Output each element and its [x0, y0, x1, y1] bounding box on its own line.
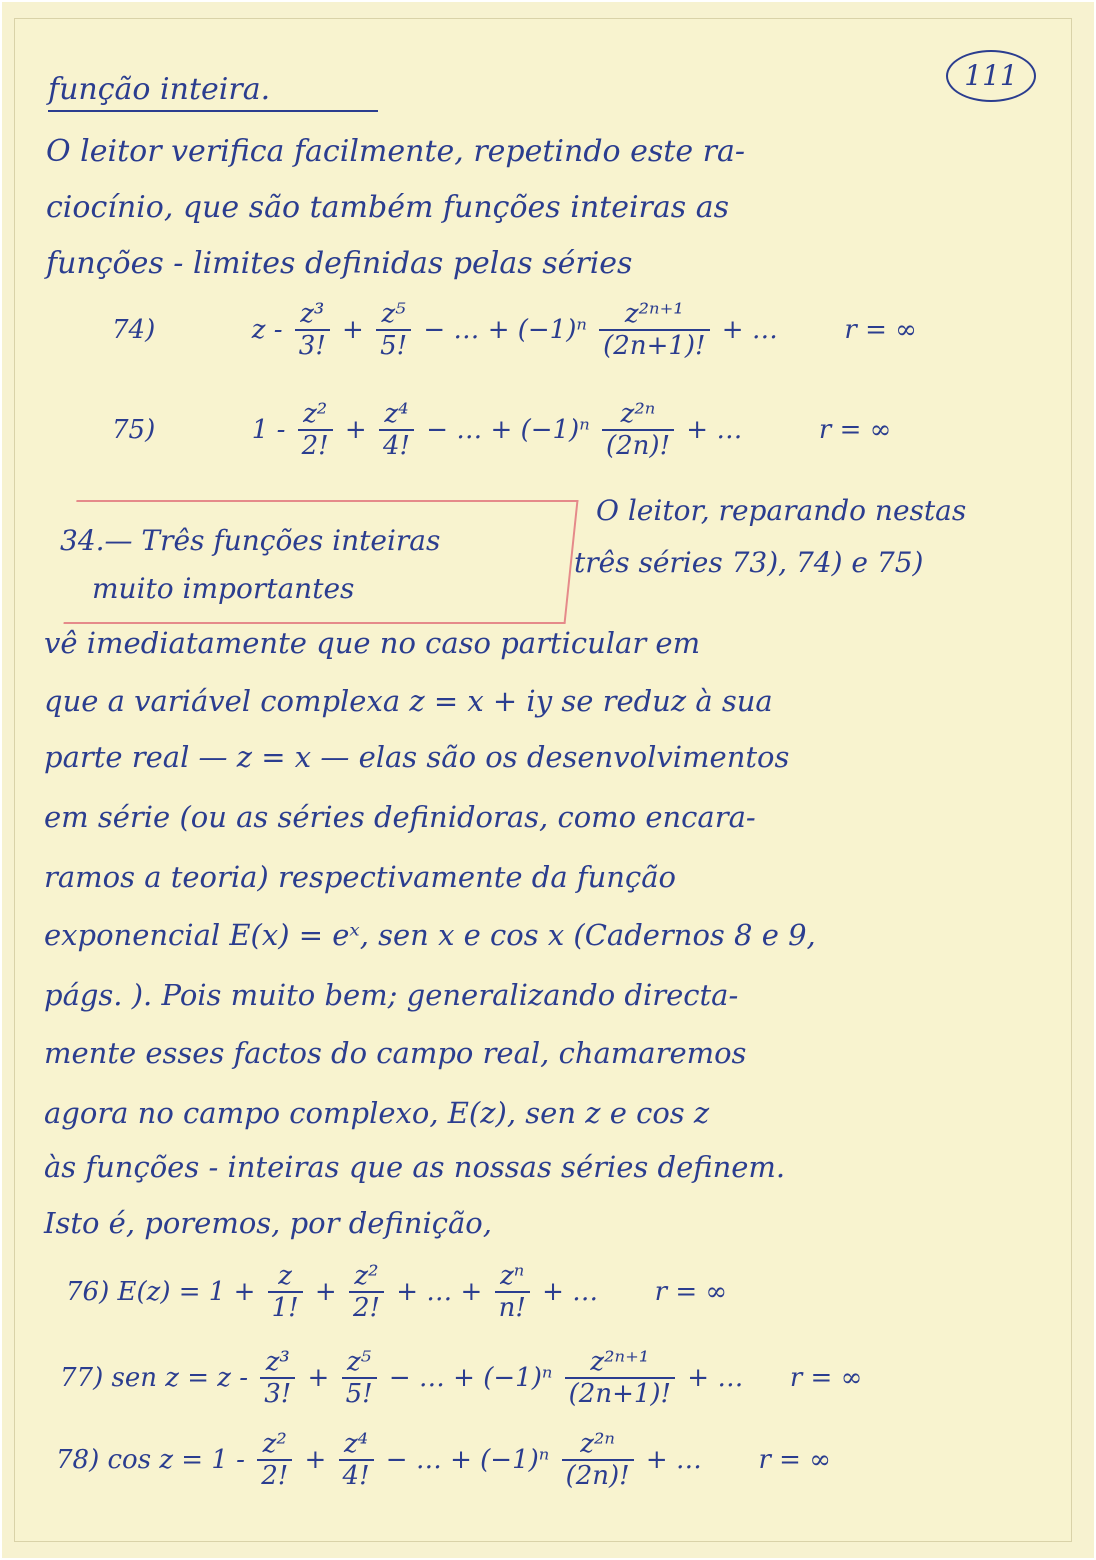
formula-term: + … +: [396, 1276, 483, 1307]
section-heading-line-1: — Três funções inteiras: [104, 524, 441, 557]
section-heading-box: [63, 500, 578, 624]
body-line-7: págs. ). Pois muito bem; generalizando directa-: [44, 978, 739, 1012]
formula-number: 75): [112, 414, 156, 445]
title-underline: [48, 110, 378, 112]
formula-term: + …: [542, 1276, 599, 1307]
formula-term: + …: [686, 414, 743, 445]
body-line-8: mente esses factos do campo real, chamaremos: [44, 1036, 747, 1070]
fraction: $\frac{\text{z²}}{2!}$: [298, 400, 333, 462]
convergence-radius: r = ∞: [844, 314, 917, 345]
convergence-radius: r = ∞: [818, 414, 892, 445]
body-line-3: parte real — z = x — elas são os desenvolvimentos: [44, 740, 790, 774]
formula-78: [56, 1430, 831, 1492]
convergence-radius: r = ∞: [789, 1362, 863, 1393]
fraction: $\frac{\text{z²ⁿ}}{(2n)!}$: [602, 400, 674, 462]
fraction: $\frac{\text{z⁵}}{5!}$: [342, 1348, 377, 1410]
fraction: $\frac{\text{z²ⁿ⁺¹}}{(2n+1)!}$: [599, 300, 709, 362]
fraction: $\frac{\text{z⁴}}{4!}$: [339, 1430, 374, 1492]
operator: +: [314, 1276, 337, 1307]
body-line-1: vê imediatamente que no caso particular em: [44, 626, 701, 660]
formula-76: [66, 1262, 727, 1324]
body-line-6: exponencial E(x) = eˣ, sen x e cos x (Cadernos 8 e 9,: [44, 918, 816, 952]
formula-number: 78): [56, 1444, 100, 1475]
fraction: $\frac{\text{z⁴}}{4!}$: [379, 400, 414, 462]
formula-term: + …: [687, 1362, 744, 1393]
formula-term: − … + (−1)ⁿ: [426, 414, 590, 445]
fraction: $\frac{\text{z²}}{2!}$: [349, 1262, 384, 1324]
section-heading: [60, 524, 440, 557]
intro-line-2: ciocínio, que são também funções inteiras as: [46, 190, 729, 225]
formula-term: + …: [721, 314, 778, 345]
fraction: $\frac{\text{zⁿ}}{n!}$: [495, 1262, 530, 1324]
formula-term: z -: [251, 314, 283, 345]
formula-number: 74): [112, 314, 156, 345]
intro-line-3: funções - limites definidas pelas séries: [46, 246, 633, 281]
fraction: $\frac{\text{z²ⁿ}}{(2n)!}$: [562, 1430, 634, 1492]
formula-74: [112, 300, 917, 362]
formula-term: − … + (−1)ⁿ: [388, 1362, 553, 1393]
page-title: função inteira.: [48, 72, 271, 107]
section-side-line-2: três séries 73), 74) e 75): [574, 546, 924, 579]
operator: +: [344, 414, 367, 445]
formula-lhs: sen z = z -: [111, 1362, 248, 1393]
section-number: 34.: [60, 524, 105, 557]
convergence-radius: r = ∞: [758, 1444, 831, 1475]
formula-number: 76): [66, 1276, 110, 1307]
formula-term: − … + (−1)ⁿ: [423, 314, 587, 345]
body-line-2: que a variável complexa z = x + iy se reduz à sua: [44, 684, 773, 718]
formula-number: 77): [60, 1362, 104, 1393]
formula-75: [112, 400, 891, 462]
fraction: $\frac{\text{z⁵}}{5!}$: [376, 300, 411, 362]
section-side-line-1: O leitor, reparando nestas: [596, 494, 967, 527]
intro-line-1: O leitor verifica facilmente, repetindo este ra-: [46, 134, 746, 169]
fraction: $\frac{\text{z³}}{3!}$: [260, 1348, 295, 1410]
fraction: $\frac{z}{1!}$: [268, 1262, 303, 1324]
formula-lhs: cos z = 1 -: [107, 1444, 245, 1475]
section-heading-line-2: muito importantes: [92, 572, 355, 605]
body-line-4: em série (ou as séries definidoras, como encara-: [44, 800, 756, 834]
operator: +: [307, 1362, 330, 1393]
formula-lhs: E(z) = 1 +: [117, 1276, 256, 1307]
body-line-5: ramos a teoria) respectivamente da função: [44, 860, 676, 894]
operator: +: [304, 1444, 327, 1475]
fraction: $\frac{\text{z³}}{3!}$: [295, 300, 330, 362]
body-line-9: agora no campo complexo, E(z), sen z e cos z: [44, 1096, 710, 1130]
formula-term: 1 -: [251, 414, 286, 445]
fraction: $\frac{\text{z²ⁿ⁺¹}}{(2n+1)!}$: [565, 1348, 675, 1410]
page-number: 111: [946, 50, 1036, 102]
formula-term: + …: [645, 1444, 702, 1475]
formula-77: [60, 1348, 862, 1410]
fraction: $\frac{\text{z²}}{2!}$: [257, 1430, 292, 1492]
operator: +: [342, 314, 364, 345]
body-line-10: às funções - inteiras que as nossas séries definem.: [44, 1150, 786, 1184]
body-line-11: Isto é, poremos, por definição,: [44, 1206, 492, 1240]
convergence-radius: r = ∞: [654, 1276, 728, 1307]
formula-term: − … + (−1)ⁿ: [385, 1444, 550, 1475]
